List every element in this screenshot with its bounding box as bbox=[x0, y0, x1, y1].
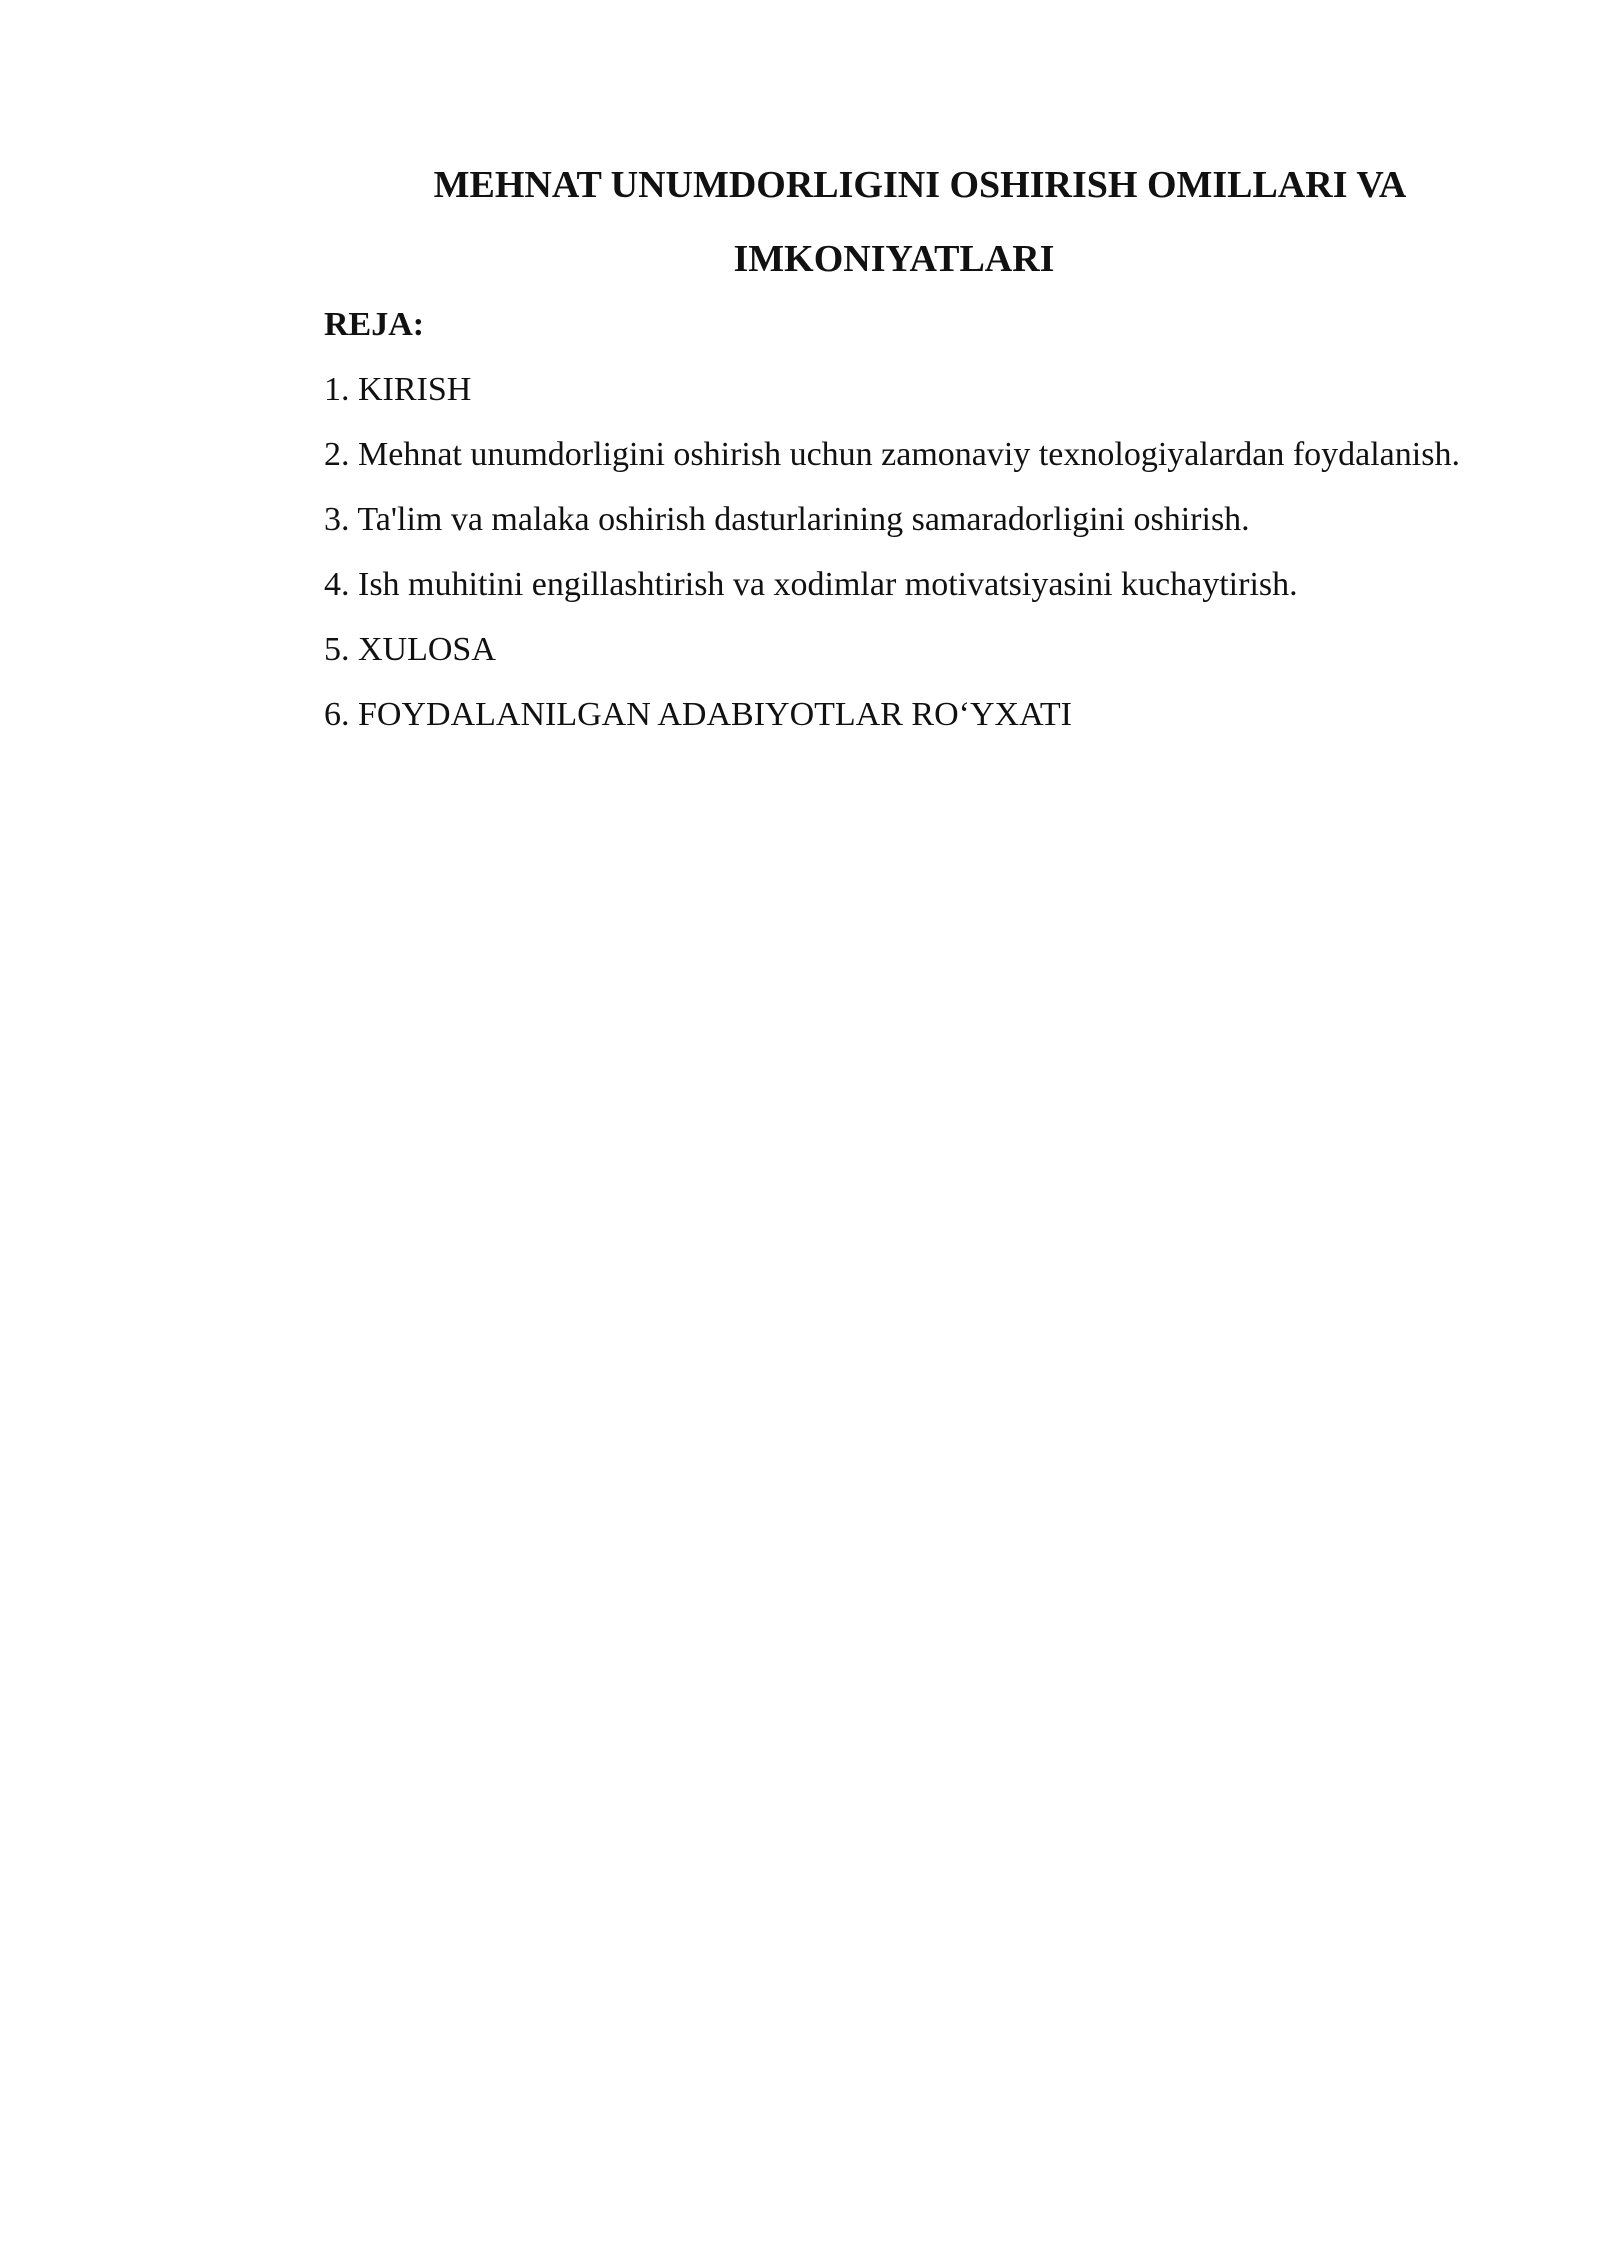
plan-item-1: 1. KIRISH bbox=[324, 371, 472, 408]
plan-item-6: 6. FOYDALANILGAN ADABIYOTLAR RO‘YXATI bbox=[324, 696, 1072, 733]
plan-section bbox=[228, 292, 1488, 747]
plan-heading: REJA: bbox=[324, 306, 425, 343]
plan-item-4: 4. Ish muhitini engillashtirish va xodimlar motivatsiyasini kuchaytirish. bbox=[324, 566, 1298, 603]
document-title: MEHNAT UNUMDORLIGINI OSHIRISH OMILLARI VA IMKONIYATLARI bbox=[433, 164, 1407, 280]
plan-item-5: 5. XULOSA bbox=[324, 631, 496, 668]
plan-item-3: 3. Ta'lim va malaka oshirish dasturlarining samaradorligini oshirish. bbox=[324, 501, 1250, 538]
plan-item-2: 2. Mehnat unumdorligini oshirish uchun zamonaviy texnologiyalardan foydalanish. bbox=[324, 436, 1460, 473]
